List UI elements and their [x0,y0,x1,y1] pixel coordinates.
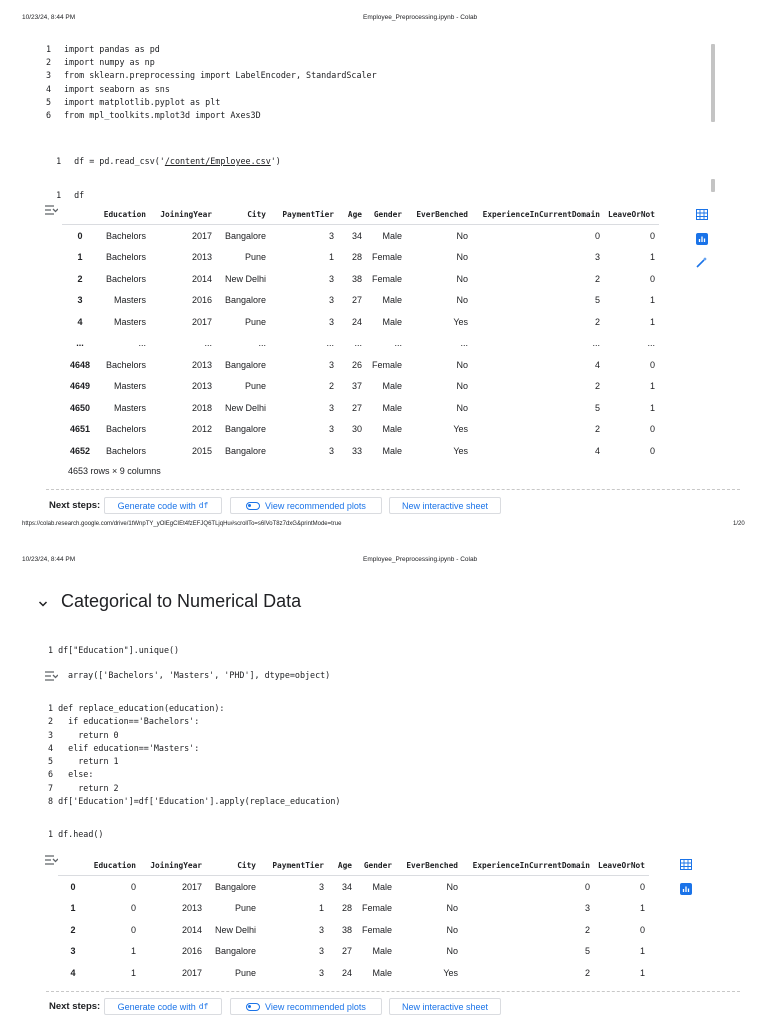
code-line [46,57,377,70]
dataframe-output [62,204,659,476]
table-cell: Male [366,225,406,247]
table-cell: 2015 [150,440,216,462]
code-line: 6 else: [48,769,94,780]
table-cell: 5 [584,946,590,957]
table-cell: 2 [472,268,604,290]
generate-code-button[interactable] [104,497,222,514]
row-index: 1 [70,903,76,914]
table-cell: 34 [338,225,366,247]
code-text: import pandas as pd [64,44,160,54]
table-cell: Male [372,946,392,957]
code-line: 2 if education=='Bachelors': [48,716,200,727]
table-cell: 0 [604,354,659,376]
scrollbar[interactable] [711,179,715,192]
table-cell: Bangalore [216,225,270,247]
table-cell: Masters [113,295,146,306]
row-index: 3 [70,946,76,957]
row-index: 2 [62,268,98,290]
line-number: 6 [46,109,52,120]
column-header: PaymentTier [260,855,328,876]
row-index: 4652 [62,440,98,462]
table-cell: 3 [260,876,328,898]
column-header [62,204,98,225]
table-cell: 2017 [150,311,216,333]
chevron-down-icon[interactable] [38,595,48,613]
table-cell: ... [204,338,212,349]
line-number: 2 [46,57,52,68]
table-cell: 4 [472,354,604,376]
table-row [62,311,659,333]
table-summary: 4653 rows × 9 columns [68,465,161,476]
view-recommended-plots-button[interactable] [230,998,382,1015]
footer-url: https://colab.research.google.com/drive/1tWnpTY_yOlEgCIEt4fzEFJQ6TLjqHu#scrollTo=s6lVoT8z7dxG&printMode=true [22,521,342,527]
table-cell: 3 [328,424,334,435]
table-row [62,440,659,462]
row-index: 0 [62,225,98,247]
table-cell: Female [361,903,392,914]
table-cell: 0 [130,903,136,914]
column-header: Education [98,204,150,225]
table-cell: New Delhi [216,268,270,290]
table-cell: 0 [88,919,140,941]
code-text: df = pd.read_csv(' [74,156,165,166]
table-cell: Bachelors [105,424,146,435]
table-row [62,290,659,312]
table-row [62,397,659,419]
table-cell: 0 [594,919,649,941]
table-cell: 2 [594,424,600,435]
table-row [62,376,659,398]
table-row [62,268,659,290]
csv-path-link[interactable]: /content/Employee.csv [164,156,271,166]
table-cell: 3 [584,903,590,914]
table-cell: 2016 [191,295,212,306]
table-row [58,898,649,920]
print-title: Employee_Preprocessing.ipynb - Colab [363,556,478,563]
table-cell: 38 [338,268,366,290]
table-cell: No [406,268,472,290]
code-cell-unique[interactable]: 1 df["Education"].unique() [48,645,180,655]
table-icon[interactable] [695,208,708,221]
table-cell: 2018 [150,397,216,419]
table-cell: Female [356,919,396,941]
table-cell: ... [647,338,655,349]
table-cell: Bangalore [216,354,270,376]
table-cell: Bachelors [105,252,146,263]
table-cell: ... [326,338,334,349]
table-cell: 1 [130,946,136,957]
print-date: 10/23/24, 8:44 PM [22,14,76,21]
table-cell: Male [356,962,396,984]
table-cell: 38 [328,919,356,941]
table-row [62,247,659,269]
table-icon[interactable] [679,858,692,871]
button-var: df [198,1002,209,1011]
row-index: 2 [58,919,88,941]
column-header: LeaveOrNot [594,855,649,876]
column-header: Age [328,855,356,876]
column-header: Gender [366,204,406,225]
table-cell: 2013 [181,903,202,914]
line-number: 1 [46,44,52,54]
table-cell: Bachelors [98,440,150,462]
table-cell: Male [382,381,402,392]
code-line: 7 return 2 [48,782,119,793]
line-number: 3 [46,70,52,81]
table-cell: 37 [351,381,362,392]
column-header: City [216,204,270,225]
table-cell: Pune [244,381,266,392]
table-row [62,225,659,247]
table-cell: 0 [604,440,659,462]
code-cell-replace-education[interactable] [48,703,340,809]
table-row [62,333,659,355]
table-cell: 28 [351,252,362,263]
button-label: New interactive sheet [401,500,489,511]
table-cell: No [396,876,462,898]
table-row [58,941,649,963]
code-line: 1 def replace_education(education): [48,703,225,713]
table-cell: Bangalore [206,876,260,898]
table-cell: 1 [649,381,655,392]
table-cell: 27 [341,946,352,957]
table-cell: 3 [270,311,338,333]
unique-output: array(['Bachelors', 'Masters', 'PHD'], dtype=object) [68,670,331,680]
table-cell: New Delhi [206,919,260,941]
output-toggle-icon[interactable] [44,203,58,221]
table-cell: Male [382,295,402,306]
table-cell: 1 [639,903,645,914]
table-cell: No [456,295,468,306]
table-cell: 1 [88,962,140,984]
table-cell: 3 [594,252,600,263]
output-toggle-icon[interactable] [44,669,58,687]
table-cell: New Delhi [216,397,270,419]
table-cell: 1 [328,252,334,263]
table-cell: 3 [270,440,338,462]
table-cell: 33 [338,440,366,462]
table-cell: 1 [639,946,645,957]
table-cell: 1 [594,962,649,984]
table-cell: 0 [604,225,659,247]
column-header: Gender [356,855,396,876]
code-line [46,84,377,97]
code-line: 8 df['Education']=df['Education'].apply(replace_education) [48,796,341,807]
table-cell: Male [356,876,396,898]
line-number: 4 [46,83,52,94]
table-cell: 0 [649,424,655,435]
table-cell: 1 [604,311,659,333]
table-cell: 3 [328,295,334,306]
table-cell: Bachelors [98,354,150,376]
column-header: Age [338,204,366,225]
new-interactive-sheet-button[interactable] [389,998,501,1015]
table-cell: Yes [406,311,472,333]
print-title: Employee_Preprocessing.ipynb - Colab [363,14,478,21]
column-header: PaymentTier [270,204,338,225]
code-line: 5 return 1 [48,756,119,767]
table-cell: 0 [462,876,594,898]
column-header: ExperienceInCurrentDomain [472,204,604,225]
code-cell-read-csv[interactable] [46,146,281,166]
view-recommended-plots-button[interactable] [230,497,382,514]
table-cell: 3 [260,962,328,984]
table-cell: Bangalore [224,424,266,435]
column-header: City [206,855,260,876]
table-cell: 28 [341,903,352,914]
footer-page-number: 1/20 [733,521,745,527]
column-header: ExperienceInCurrentDomain [462,855,594,876]
table-cell: No [446,946,458,957]
code-text: ') [270,156,281,166]
line-number: 5 [46,96,52,107]
table-cell: Male [366,440,406,462]
table-cell: 1 [318,903,324,914]
table-cell: Masters [113,381,146,392]
table-cell: 3 [270,397,338,419]
column-header: JoiningYear [150,204,216,225]
column-header [58,855,88,876]
column-header: EverBenched [396,855,462,876]
column-header: JoiningYear [140,855,206,876]
table-cell: 3 [270,268,338,290]
table-cell: No [406,354,472,376]
table-cell: No [456,381,468,392]
table-cell: Pune [206,962,260,984]
table-cell: 2 [462,919,594,941]
column-header: EverBenched [406,204,472,225]
line-number: 1 [56,190,62,200]
button-label: New interactive sheet [401,1001,489,1012]
table-cell: ... [460,338,468,349]
table-cell: Pune [244,252,266,263]
table-cell: Bangalore [214,946,256,957]
table-cell: 2013 [191,381,212,392]
table-cell: Bachelors [98,268,150,290]
table-cell: Male [366,397,406,419]
table-cell: 2016 [181,946,202,957]
table-cell: Masters [98,311,150,333]
magic-wand-icon[interactable] [695,256,708,269]
table-row [62,354,659,376]
code-text: import numpy as np [64,57,155,68]
table-row [62,419,659,441]
table-cell: 2013 [191,252,212,263]
dataframe-table [58,855,649,984]
next-steps-label: Next steps: [49,500,101,511]
code-text: from mpl_toolkits.mplot3d import Axes3D [64,109,261,120]
table-cell: Yes [406,440,472,462]
table-cell: ... [394,338,402,349]
table-cell: 2014 [150,268,216,290]
button-label: View recommended plots [265,500,366,511]
table-cell: 2012 [191,424,212,435]
table-cell: 5 [472,397,604,419]
code-line [46,110,377,123]
row-index: ... [76,338,84,349]
dataframe-table [62,204,659,462]
output-toggle-icon[interactable] [44,853,58,871]
table-cell: No [406,397,472,419]
row-index: 4648 [62,354,98,376]
table-cell: Male [382,424,402,435]
code-text: import matplotlib.pyplot as plt [64,96,221,107]
table-cell: 2014 [140,919,206,941]
code-text: from sklearn.preprocessing import LabelEncoder, StandardScaler [64,70,377,81]
divider [46,991,740,992]
generate-code-button[interactable] [104,998,222,1015]
table-cell: Bangalore [216,440,270,462]
table-cell: 2017 [150,225,216,247]
table-cell: 2013 [150,354,216,376]
button-label: Generate code with [117,500,196,511]
row-index: 1 [77,252,83,263]
table-cell: 27 [351,295,362,306]
table-cell: 2 [328,381,334,392]
code-line: 3 return 0 [48,729,119,740]
table-cell: 0 [472,225,604,247]
table-cell: 27 [338,397,366,419]
table-cell: 2 [462,962,594,984]
button-label: Generate code with [117,1001,196,1012]
table-cell: ... [138,338,146,349]
line-number: 1 [56,156,62,166]
section-heading: Categorical to Numerical Data [61,591,302,611]
table-cell: Female [366,268,406,290]
table-cell: 30 [351,424,362,435]
row-index: 4649 [69,381,91,392]
code-cell-imports[interactable] [46,44,377,123]
chart-icon[interactable] [695,232,708,245]
table-cell: 2 [472,311,604,333]
code-line [46,44,377,57]
scrollbar[interactable] [711,44,715,122]
table-cell: Female [366,354,406,376]
table-cell: 5 [594,295,600,306]
table-cell: No [396,919,462,941]
table-cell: Yes [396,962,462,984]
code-line [46,97,377,110]
new-interactive-sheet-button[interactable] [389,497,501,514]
table-cell: 26 [338,354,366,376]
table-cell: 3 [270,225,338,247]
divider [46,489,740,490]
table-cell: Masters [98,397,150,419]
table-cell: 2017 [140,876,206,898]
row-index: 3 [77,295,83,306]
row-index: 4 [62,311,98,333]
table-cell: 1 [649,252,655,263]
button-label: View recommended plots [265,1001,366,1012]
table-cell: Yes [453,424,468,435]
table-row [58,962,649,984]
column-header: LeaveOrNot [604,204,659,225]
row-index: 4650 [62,397,98,419]
code-cell-df[interactable] [46,180,84,200]
code-line: 4 elif education=='Masters': [48,742,200,753]
table-cell: 3 [318,946,324,957]
row-index: 4651 [69,424,91,435]
column-header: Education [88,855,140,876]
code-text: df [74,190,85,200]
table-cell: 0 [88,876,140,898]
table-cell: 3 [260,919,328,941]
table-cell: Pune [234,903,256,914]
chart-icon[interactable] [679,882,692,895]
table-cell: No [456,252,468,263]
table-cell: Male [366,311,406,333]
table-cell: Female [371,252,402,263]
table-cell: 0 [604,268,659,290]
toggle-icon [246,502,260,510]
table-row [58,876,649,898]
table-cell: Pune [216,311,270,333]
button-var: df [198,501,209,510]
table-cell: 24 [328,962,356,984]
print-date: 10/23/24, 8:44 PM [22,556,76,563]
table-cell: No [406,225,472,247]
table-cell: ... [354,338,362,349]
row-index: 4 [58,962,88,984]
table-cell: No [446,903,458,914]
code-line [46,70,377,83]
table-cell: 3 [270,354,338,376]
code-cell-head[interactable]: 1 df.head() [48,829,104,839]
row-index: 0 [58,876,88,898]
table-row [58,919,649,941]
table-cell: 34 [328,876,356,898]
table-cell: ... [258,338,266,349]
table-cell: 2017 [140,962,206,984]
table-cell: ... [592,338,600,349]
dataframe-output [58,855,649,984]
table-cell: Bachelors [98,225,150,247]
code-text: import seaborn as sns [64,83,170,94]
toggle-icon [246,1003,260,1011]
table-cell: 1 [649,295,655,306]
table-cell: 4 [472,440,604,462]
table-cell: 0 [594,876,649,898]
table-cell: 1 [604,397,659,419]
table-cell: Bangalore [224,295,266,306]
next-steps-label: Next steps: [49,1001,101,1012]
table-cell: 2 [594,381,600,392]
table-cell: 24 [338,311,366,333]
